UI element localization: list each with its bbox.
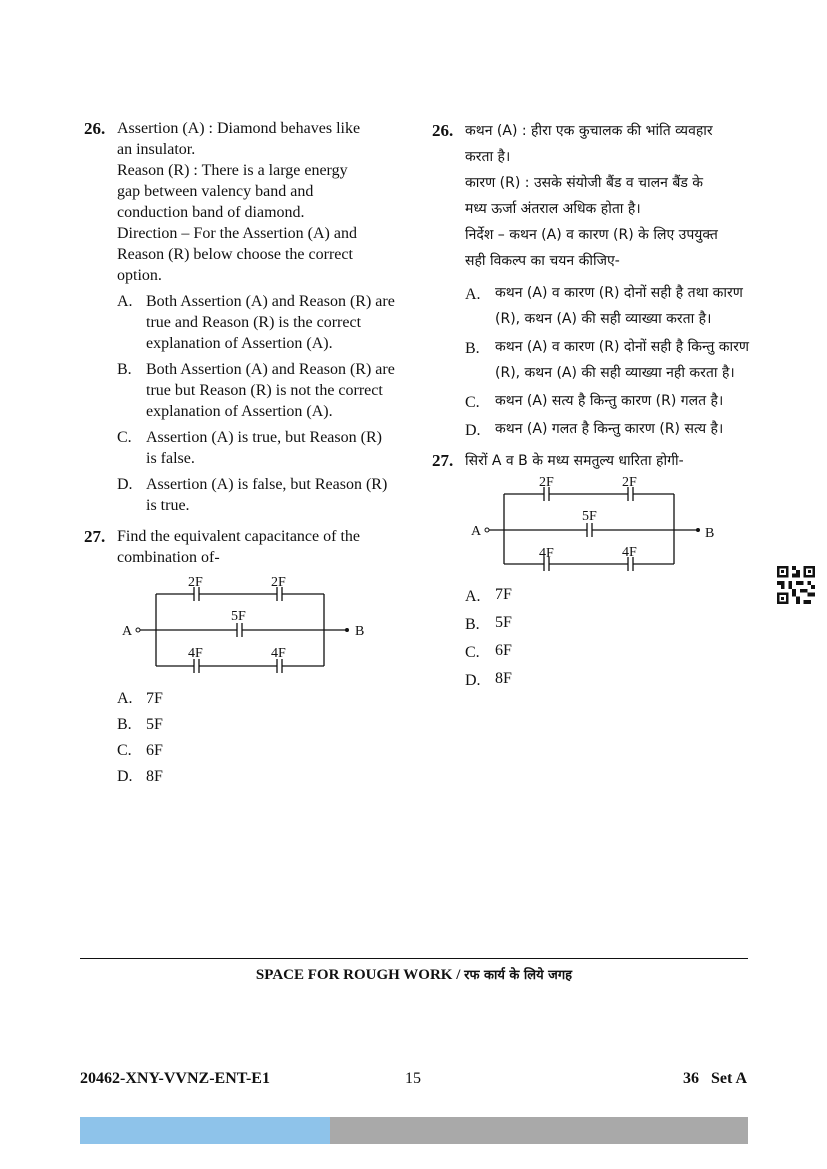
option-label: B. <box>117 361 132 378</box>
option-text: 5F <box>495 614 512 631</box>
capacitor-label-bottom-left: 4F <box>188 646 203 661</box>
option-text: Assertion (A) is false, but Reason (R) is true. <box>146 476 388 514</box>
option-text: कथन (A) व कारण (R) दोनों सही है किन्तु कारण (R), कथन (A) की सही व्याख्या नही करता है। <box>495 339 749 381</box>
question-line: कारण (R) : उसके संयोजी बैंड व चालन बैंड के <box>465 175 704 191</box>
option-label: A. <box>465 588 481 605</box>
option-b <box>117 359 396 422</box>
set-label: 36 Set A <box>683 1070 747 1087</box>
footer-bar-gray <box>330 1117 748 1144</box>
question-line: Reason (R) below choose the correct <box>117 246 353 263</box>
rough-work-english: SPACE FOR ROUGH WORK / <box>255 967 461 983</box>
option-label: A. <box>117 690 133 707</box>
question-line: मध्य ऊर्जा अंतराल अधिक होता है। <box>465 201 641 217</box>
capacitor-label-top-left: 2F <box>539 475 554 490</box>
question-line: conduction band of diamond. <box>117 204 305 221</box>
option-d <box>465 416 752 442</box>
capacitor-label-middle: 5F <box>582 509 597 524</box>
english-column <box>84 118 396 787</box>
question-line: option. <box>117 267 162 284</box>
option-label: C. <box>117 429 132 446</box>
option-text: 6F <box>495 642 512 659</box>
option-text: कथन (A) व कारण (R) दोनों सही है तथा कारण (R), कथन (A) की सही व्याख्या करता है। <box>495 285 743 327</box>
capacitor-label-top-right: 2F <box>622 475 637 490</box>
capacitor-label-bottom-left: 4F <box>539 546 554 561</box>
option-label: D. <box>117 476 133 493</box>
option-d <box>117 766 396 787</box>
option-b <box>117 714 396 735</box>
question-text: Find the equivalent capacitance of the combination of- <box>117 528 361 566</box>
option-text: 5F <box>146 716 163 733</box>
option-a <box>117 688 396 709</box>
option-label: D. <box>117 768 133 785</box>
option-c <box>465 638 752 664</box>
rough-work-hindi: रफ कार्य के लिये जगह <box>464 968 573 983</box>
question-line: Reason (R) : There is a large energy <box>117 162 348 179</box>
question-line: कथन (A) : हीरा एक कुचालक की भांति व्यवहार <box>465 123 713 139</box>
qr-code-icon <box>776 566 816 604</box>
question-27-hi <box>432 448 752 692</box>
question-number: 26. <box>432 121 454 140</box>
option-label: B. <box>465 340 480 357</box>
question-line: Direction – For the Assertion (A) and <box>117 225 357 242</box>
question-number: 26. <box>84 119 106 138</box>
option-label: A. <box>117 293 133 310</box>
node-b-label: B <box>355 624 365 639</box>
question-line: gap between valency band and <box>117 183 314 200</box>
capacitor-label-middle: 5F <box>231 609 246 624</box>
option-text: 7F <box>495 586 512 603</box>
option-d <box>465 666 752 692</box>
node-a-label: A <box>122 624 133 639</box>
option-label: D. <box>465 422 481 439</box>
capacitor-circuit-diagram <box>84 574 365 680</box>
question-line: निर्देश – कथन (A) व कारण (R) के लिए उपयुक्त <box>465 227 718 243</box>
capacitor-label-top-left: 2F <box>188 575 203 590</box>
question-line: करता है। <box>465 149 511 165</box>
option-text: 8F <box>146 768 163 785</box>
question-26-en <box>84 118 396 516</box>
question-number: 27. <box>84 527 106 546</box>
question-text: सिरों A व B के मध्य समतुल्य धारिता होगी- <box>465 453 684 469</box>
question-27-en <box>84 526 396 787</box>
capacitor-circuit-diagram <box>432 474 722 574</box>
node-a-label: A <box>471 524 482 539</box>
option-c <box>117 740 396 761</box>
option-text: 7F <box>146 690 163 707</box>
option-label: D. <box>465 672 481 689</box>
option-label: B. <box>465 616 480 633</box>
question-line: सही विकल्प का चयन कीजिए- <box>465 253 620 269</box>
footer-bar-blue <box>80 1117 330 1144</box>
footer-code: 20462-XNY-VVNZ-ENT-E1 <box>80 1070 270 1087</box>
option-label: C. <box>465 644 480 661</box>
option-text: कथन (A) गलत है किन्तु कारण (R) सत्य है। <box>495 421 724 437</box>
page-number: 15 <box>405 1070 421 1087</box>
node-b-label: B <box>705 526 715 541</box>
question-26-hi <box>432 118 752 442</box>
option-label: A. <box>465 286 481 303</box>
option-c <box>117 427 396 469</box>
hindi-column <box>432 118 752 692</box>
question-line: an insulator. <box>117 141 196 158</box>
question-number: 27. <box>432 451 454 470</box>
option-a <box>117 291 396 354</box>
option-text: Assertion (A) is true, but Reason (R) is false. <box>146 429 382 467</box>
option-text: Both Assertion (A) and Reason (R) are true and Reason (R) is the correct explanation of Assertion (A). <box>146 293 395 352</box>
option-a <box>465 582 752 608</box>
option-b <box>465 334 752 386</box>
option-d <box>117 474 396 516</box>
question-line: Assertion (A) : Diamond behaves like <box>117 120 361 137</box>
option-label: C. <box>465 394 480 411</box>
option-label: B. <box>117 716 132 733</box>
rough-work-banner <box>80 958 748 984</box>
option-b <box>465 610 752 636</box>
capacitor-label-bottom-right: 4F <box>271 646 286 661</box>
option-label: C. <box>117 742 132 759</box>
option-a <box>465 280 752 332</box>
option-text: Both Assertion (A) and Reason (R) are true but Reason (R) is not the correct explanation of Assertion (A). <box>146 361 395 420</box>
option-text: 8F <box>495 670 512 687</box>
option-text: 6F <box>146 742 163 759</box>
option-c <box>465 388 752 414</box>
option-text: कथन (A) सत्य है किन्तु कारण (R) गलत है। <box>495 393 724 409</box>
capacitor-label-top-right: 2F <box>271 575 286 590</box>
capacitor-label-bottom-right: 4F <box>622 545 637 560</box>
